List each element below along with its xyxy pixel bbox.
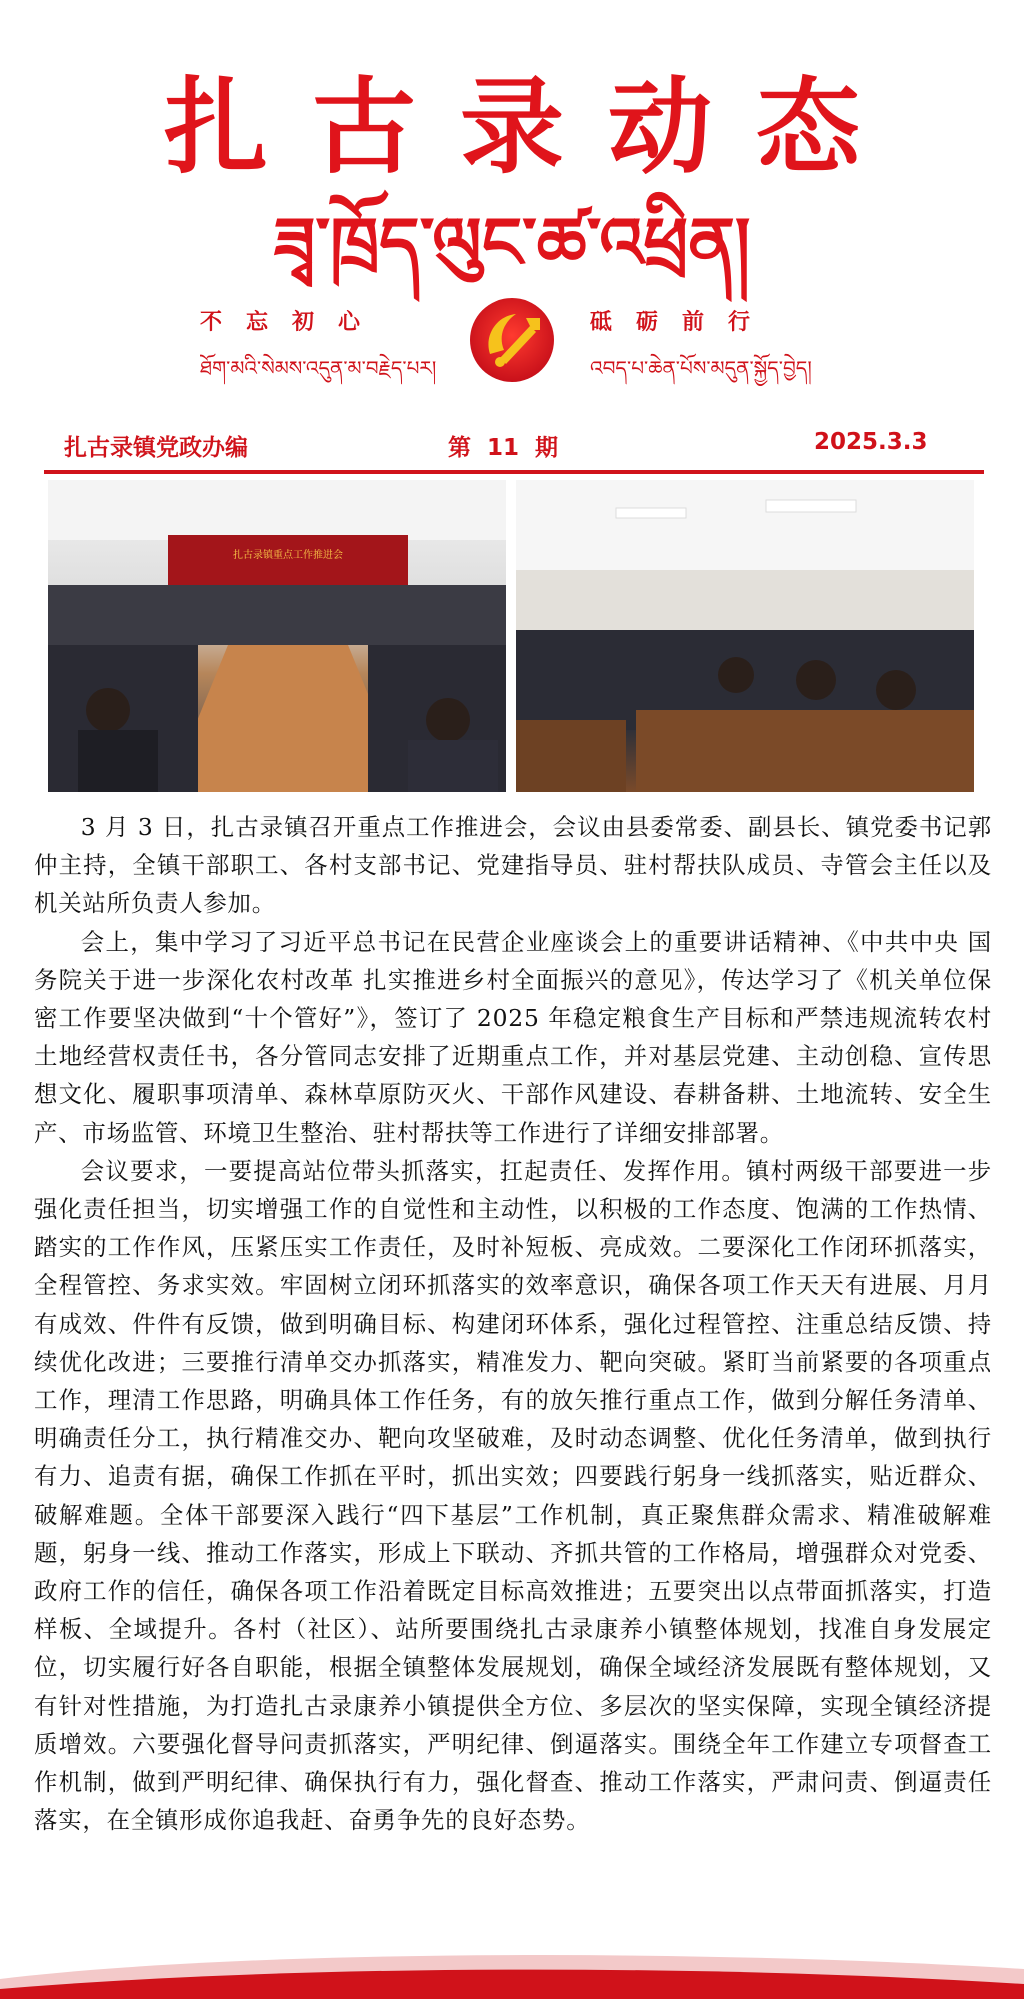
masthead-title: 扎古录动态 bbox=[163, 66, 904, 188]
article-paragraph-3: 会议要求，一要提高站位带头抓落实，扛起责任、发挥作用。镇村两级干部要进一步强化责任担当，切实增强工作的自觉性和主动性，以积极的工作态度、饱满的工作热情、踏实的工作作风，压紧压实工作责任，及时补短板、亮成效。二要深化工作闭环抓落实，全程管控、务求实效。牢固树立闭环抓落实的效率意识，确保各项工作天天有进展、月月有成效、件件有反馈，做到明确目标、构建闭环体系，强化过程管控、注重总结反馈、持续优化改进；三要推行清单交办抓落实，精准发力、靶向突破。紧盯当前紧要的各项重点工作，理清工作思路，明确具体工作任务，有的放矢推行重点工作，做到分解任务清单、明确责任分工，执行精准交办、靶向攻坚破难，及时动态调整、优化任务清单，做到执行有力、追责有据，确保工作抓在平时，抓出实效；四要践行躬身一线抓落实，贴近群众、破解难题。全体干部要深入践行“四下基层”工作机制，真正聚焦群众需求、精准破解难题，躬身一线、推动工作落实，形成上下联动、齐抓共管的工作格局，增强群众对党委、政府工作的信任，确保各项工作沿着既定目标高效推进；五要突出以点带面抓落实，打造样板、全域提升。各村（社区）、站所要围绕扎古录康养小镇整体规划，找准自身发展定位，切实履行好各自职能，根据全镇整体发展规划，确保全域经济发展既有整体规划，又有针对性措施，为打造扎古录康养小镇提供全方位、多层次的坚实保障，实现全镇经济提质增效。六要强化督导问责抓落实，严明纪律、倒逼落实。围绕全年工作建立专项督查工作机制，做到严明纪律、确保执行有力，强化督查、推动工作落实，严肃问责、倒逼责任落实，在全镇形成你追我赶、奋勇争先的良好态势。 bbox=[34, 1156, 992, 1835]
slogan-right-tibetan: འབད་པ་ཆེན་པོས་མདུན་སྐྱོད་བྱེད། bbox=[590, 356, 812, 380]
slogan-left-tibetan: ཐོག་མའི་སེམས་འདུན་མ་བརྗེད་པར། bbox=[200, 356, 437, 380]
masthead-title-tibetan: ཟྭ་ཁྲོད་ལུང་ཚ་འཕྲིན། bbox=[273, 202, 751, 284]
issue-number: 第 11 期 bbox=[448, 435, 559, 461]
article-body bbox=[34, 808, 992, 1839]
article-paragraph-1: 3 月 3 日，扎古录镇召开重点工作推进会，会议由县委常委、副县长、镇党委书记郭仲主持，全镇干部职工、各村支部书记、党建指导员、驻村帮扶队成员、寺管会主任以及机关站所负责人参加。 bbox=[34, 813, 992, 918]
meeting-photo-right bbox=[516, 480, 974, 792]
meeting-room-illustration bbox=[516, 480, 974, 792]
meeting-photo-left bbox=[48, 480, 506, 792]
photo-banner-text: 扎古录镇重点工作推进会 bbox=[233, 550, 343, 561]
slogan-right: 砥砺前行 bbox=[590, 310, 775, 335]
issue-divider bbox=[44, 470, 984, 474]
publisher-label: 扎古录镇党政办编 bbox=[64, 435, 248, 461]
slogan-left: 不忘初心 bbox=[200, 310, 385, 335]
issue-date: 2025.3.3 bbox=[814, 429, 928, 455]
party-emblem-icon bbox=[468, 296, 556, 384]
footer-wave bbox=[0, 1939, 1024, 1999]
meeting-hall-illustration bbox=[48, 480, 506, 792]
issue-bar bbox=[40, 425, 984, 465]
article-paragraph-2: 会上，集中学习了习近平总书记在民营企业座谈会上的重要讲话精神、《中共中央 国务院关于进一步深化农村改革 扎实推进乡村全面振兴的意见》，传达学习了《机关单位保密工作要坚决做到“十个管好”》，签订了 2025 年稳定粮食生产目标和严禁违规流转农村土地经营权责任书，各分管同志安排了近期重点工作，并对基层党建、主动创稳、宣传思想文化、履职事项清单、森林草原防灭火、干部作风建设、春耕备耕、土地流转、安全生产、市场监管、环境卫生整治、驻村帮扶等工作进行了详细安排部署。 bbox=[34, 927, 992, 1147]
